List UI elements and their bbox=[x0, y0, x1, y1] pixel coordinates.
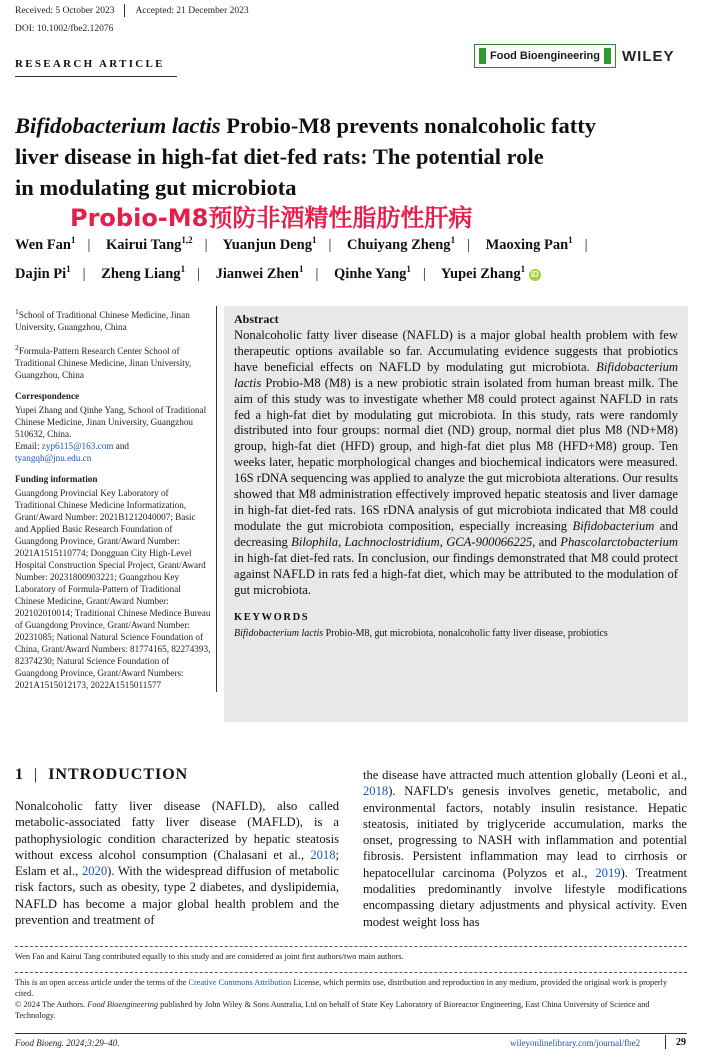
funding-info: Guangdong Provincial Key Laboratory of Traditional Chinese Medicine Informatization, Grant/Award Number: 2021B1212040007; Basic and Applied Basic Research Foundation of Guangdong Province, Grant/Award Number: 2021A1515110774; Dongguan City High-Level Hospital Construction Special Project, Grant/Award Number: 20231800903221; Guangzhou Key Laboratory of Formula-Pattern of Traditional Chinese Medicine, Grant/Award Number: 202102010014; Traditional Chinese Medince Bureau of Guangdong Province, Grant/Award Number: 20231085; National Natural Science Foundation of China, Grant/Award Numbers: 81774165, 82274393, 82374230; Natural Science Foundation of Guangdong Province, Grant/Award Numbers: 2021A1515012173, 2022A1515011577 bbox=[15, 488, 211, 691]
author[interactable]: Jianwei Zhen$^1$ bbox=[215, 263, 304, 282]
body-column-right: the disease have attracted much attention globally (Leoni et al., 2018). NAFLD's genesis involves genetic, metabolic, and environmental factors, notably insulin resistance. Hepatic steatosis, initiated by triglyceride accumulation, marks the onset, progressing to NASH with inflammation and potential fibrosis. Persistent inflammation may lead to cirrhosis or hepatocellular carcinoma (Polyzos et al., 2019). Treatment modalities predominantly involve lifestyle modifications encompassing dietary adjustments and physical activity. Even modest weight loss has bbox=[363, 768, 687, 929]
author[interactable]: Qinhe Yang$^1$ bbox=[334, 263, 411, 282]
journal-url bbox=[510, 1038, 640, 1048]
title-line3: in modulating gut microbiota bbox=[15, 175, 297, 200]
journal-link[interactable]: wileyonlinelibrary.com/journal/fbe2 bbox=[510, 1038, 641, 1048]
divider bbox=[15, 76, 177, 77]
author[interactable]: Yuanjun Deng$^1$ bbox=[222, 235, 317, 253]
orcid-icon[interactable]: iD bbox=[530, 269, 539, 279]
title-line1: Probio-M8 prevents nonalcoholic fatty bbox=[220, 113, 597, 138]
accepted-date: Accepted: 21 December 2023 bbox=[135, 5, 249, 16]
article-title bbox=[15, 110, 685, 203]
publisher-logo: WILEY bbox=[622, 47, 675, 65]
abstract-box bbox=[224, 306, 688, 722]
correspondence-heading: Correspondence bbox=[15, 391, 80, 402]
equal-contribution-note: Wen Fan and Kairui Tang contributed equally to this study and are considered as joint first authors/two main authors. bbox=[15, 946, 687, 961]
email-link[interactable]: tyangqh@jnu.edu.cn bbox=[15, 453, 92, 464]
journal-logo bbox=[474, 44, 675, 68]
license-link[interactable]: Creative Commons Attribution bbox=[188, 978, 292, 987]
doi[interactable]: DOI: 10.1002/fbe2.12076 bbox=[15, 24, 114, 34]
divider bbox=[216, 306, 217, 692]
author[interactable]: Dajin Pi$^1$ bbox=[15, 263, 71, 282]
divider bbox=[665, 1035, 666, 1049]
email-link[interactable]: zyp6115@163.com bbox=[41, 441, 114, 452]
citation-link[interactable]: 2018 bbox=[310, 847, 336, 862]
journal-logo-text: Food Bioengineering bbox=[490, 50, 600, 62]
author[interactable]: Wen Fan$^1$ bbox=[15, 235, 76, 253]
abstract-heading: Abstract bbox=[234, 312, 279, 326]
citation-link[interactable]: 2018 bbox=[363, 784, 389, 799]
body-column-left: Nonalcoholic fatty liver disease (NAFLD), also called metabolic-associated fatty liver disease (MAFLD), is a pathophysiologic condition characterized by hepatic steatosis without excess alcohol consumption (Chalasani et al., 2018; Eslam et al., 2020). With the widespread diffusion of metabolic risk factors, such as obesity, type 2 diabetes, and dyslipidemia, NAFLD has become a major global health problem and the prevention and treatment of bbox=[15, 799, 339, 928]
correspondence: Yupei Zhang and Qinhe Yang, School of Traditional Chinese Medicine, Jinan University, Guangzhou 510632, China. Email: zyp6115@163.com and tyangqh@jnu.edu.cn bbox=[15, 405, 207, 464]
author[interactable]: Maoxing Pan$^1$ bbox=[485, 235, 573, 253]
chinese-overlay-caption: Probio-M8预防非酒精性脂肪性肝病 bbox=[70, 204, 473, 232]
received-date: Received: 5 October 2023 bbox=[15, 5, 115, 16]
article-type: RESEARCH ARTICLE bbox=[15, 58, 165, 70]
author[interactable]: Yupei Zhang$^1$ bbox=[440, 263, 526, 282]
title-italic: Bifidobacterium lactis bbox=[15, 113, 221, 138]
journal-citation: Food Bioeng. 2024;3:29–40. bbox=[15, 1038, 120, 1048]
keywords-heading: KEYWORDS bbox=[234, 612, 310, 624]
keywords: Bifidobacterium lactis Probio-M8, gut microbiota, nonalcoholic fatty liver disease, probiotics bbox=[234, 628, 608, 640]
page-number: 29 bbox=[676, 1037, 686, 1048]
author[interactable]: Chuiyang Zheng$^1$ bbox=[347, 235, 456, 253]
title-line2: liver disease in high-fat diet-fed rats: The potential role bbox=[15, 144, 544, 169]
citation-link[interactable]: 2019 bbox=[595, 865, 621, 880]
sidebar-info bbox=[15, 306, 211, 700]
author-list: Wen Fan$^1$ | Kairui Tang$^{1,2}$ | Yuanjun Deng$^1$ | Chuiyang Zheng$^1$ | Maoxing Pan$^1$ | Dajin Pi$^1$ | Zheng Liang$^1$ | Jianwei Zhen$^1$ | Qinhe Yang$^1$ | Yupei Zhang$^1$ iD bbox=[15, 235, 588, 282]
section-heading: 1 | INTRODUCTION bbox=[15, 766, 189, 783]
affiliation-1: $^1$School of Traditional Chinese Medicine, Jinan University, Guangzhou, China bbox=[15, 307, 190, 333]
license-note: This is an open access article under the terms of the Creative Commons Attribution License, which permits use, distribution and reproduction in any medium, provided the original work is properly cited. © 2024 The Authors. Food Bioengineering published by John Wiley & Sons Australia, Ltd on behalf of State Key Laboratory of Bioreactor Engineering, East China University of Science and Technology. bbox=[15, 972, 687, 1021]
abstract-text: Nonalcoholic fatty liver disease (NAFLD) is a major global health problem with few therapeutic options available so far. Accumulating evidence suggests that probiotics have beneficial effects on NAFLD by modulating gut microbiota. Bifidobacterium lactis Probio-M8 (M8) is a new probiotic strain isolated from human breast milk. The aim of this study was to investigate whether M8 could protect against NAFLD in rats fed a high-fat diet by modulating gut microbiota. In this study, rats were randomly distributed into four groups: normal diet (ND) group, normal diet plus M8 (ND+M8) group, high-fat diet (HFD) group, and high-fat diet plus M8 (HFD+M8) group. Ten weeks later, hepatic morphological changes and biochemical indicators were measured. 16S rDNA sequencing was applied to analyze the gut microbiota alterations. Our results showed that M8 administration effectively improved hepatic steatosis and liver damage in high-fat diet-fed rats. 16S rDNA analysis of gut microbiota indicated that M8 could modulate the gut microbiota composition, especially increasing Bifidobacterium and decreasing Bilophila, Lachnoclostridium, GCA-900066225, and Phascolarctobacterium in high-fat diet-fed rats. In conclusion, our findings demonstrated that M8 could protect against NAFLD in rats fed a high-fat diet, which may be attributed to the modulation of gut microbiota. bbox=[234, 328, 679, 597]
divider bbox=[15, 1033, 687, 1034]
food-bioengineering-logo bbox=[474, 44, 616, 68]
logo-mark-icon bbox=[604, 48, 611, 64]
logo-mark-icon bbox=[479, 48, 486, 64]
divider bbox=[124, 4, 125, 17]
citation-link[interactable]: 2020 bbox=[81, 864, 108, 879]
affiliation-2: $^2$Formula-Pattern Research Center School of Traditional Chinese Medicine, Jinan University, Guangzhou, China bbox=[15, 343, 192, 381]
funding-heading: Funding information bbox=[15, 474, 98, 485]
dates-header bbox=[15, 4, 249, 17]
author[interactable]: Kairui Tang$^{1,2}$ bbox=[106, 235, 193, 253]
author[interactable]: Zheng Liang$^1$ bbox=[101, 263, 186, 282]
